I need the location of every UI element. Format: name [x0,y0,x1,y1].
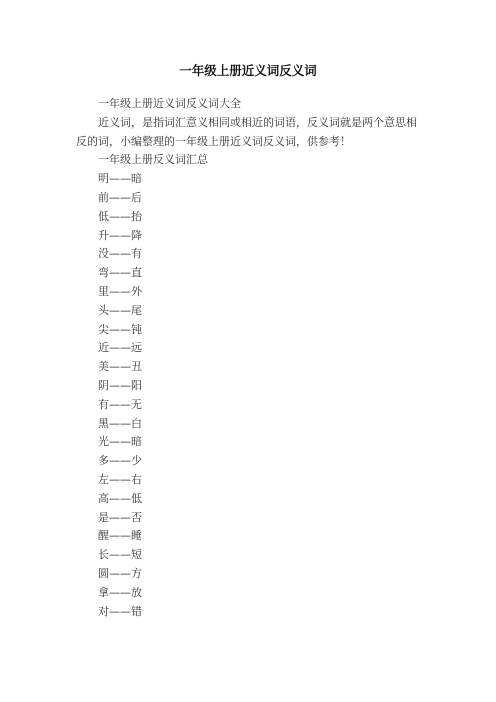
antonym-pair: 头——尾 [98,303,142,317]
antonym-pair: 没——有 [98,247,142,261]
document-body [76,95,424,621]
antonym-pair: 有——无 [98,397,142,411]
antonym-pair: 里——外 [98,284,142,298]
antonym-pair: 是——否 [98,510,142,524]
document-title: 一年级上册近义词反义词 [179,63,317,78]
antonym-pair: 拿——放 [98,585,142,599]
antonym-pair: 光——暗 [98,435,142,449]
antonym-pair: 左——右 [98,472,142,486]
antonym-pair: 明——暗 [98,172,142,186]
antonym-pair: 低——抬 [98,209,142,223]
antonym-pair: 阴——阳 [98,378,142,392]
antonym-pair: 圆——方 [98,566,142,580]
subtitle: 一年级上册近义词反义词大全 [98,97,241,110]
antonym-pair: 高——低 [98,491,142,505]
antonym-pair: 长——短 [98,548,142,562]
antonym-pair: 醒——睡 [98,529,142,543]
antonym-list [76,170,424,621]
antonym-pair: 前——后 [98,190,142,204]
section-heading: 一年级上册反义词汇总 [98,153,208,167]
antonym-pair: 黑——白 [98,416,142,430]
antonym-pair: 对——错 [98,604,142,618]
antonym-pair: 多——少 [98,454,142,468]
antonym-pair: 美——丑 [98,360,142,374]
antonym-pair: 弯——直 [98,266,142,280]
intro-paragraph: 近义词，是指词汇意义相同或相近的词语，反义词就是两个意思相反的词，小编整理的一年级上册近义词反义词，供参考！ [76,115,417,148]
antonym-pair: 升——降 [98,228,142,242]
antonym-pair: 尖——钝 [98,322,142,336]
antonym-pair: 近——远 [98,341,142,355]
